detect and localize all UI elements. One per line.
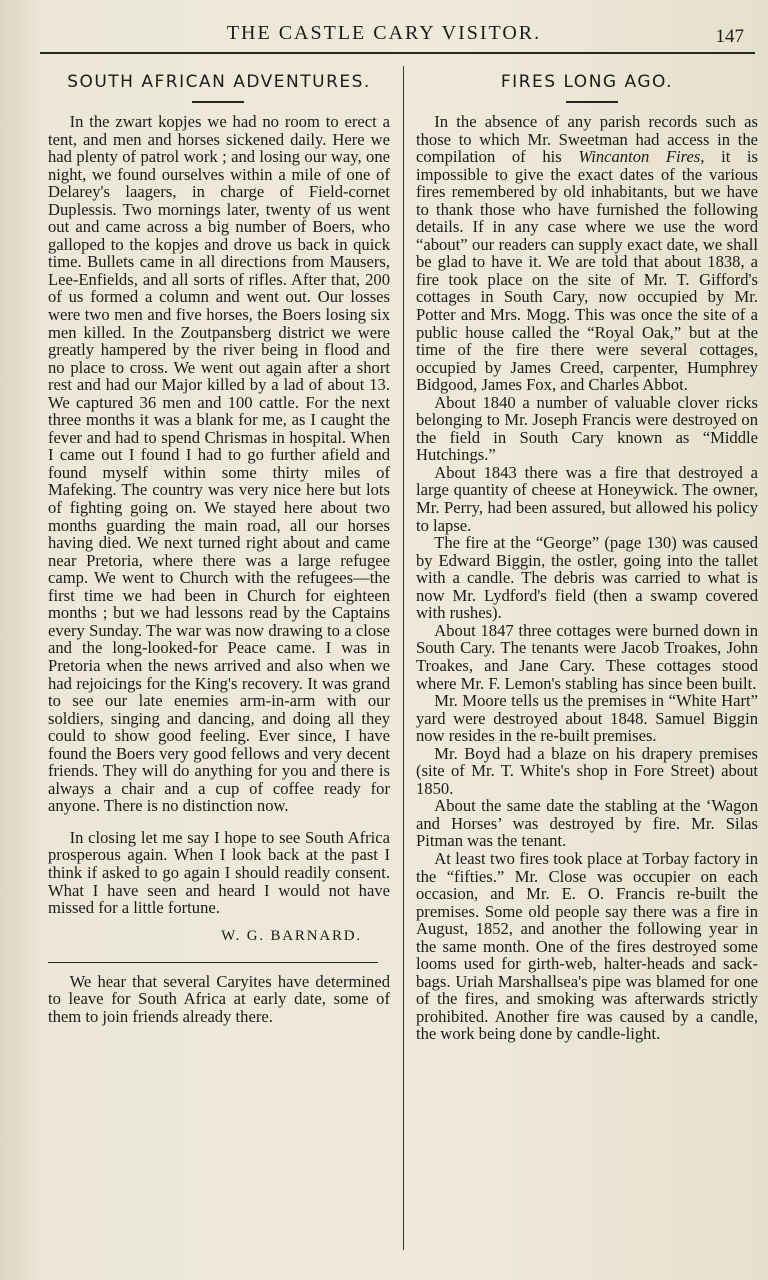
right-column [416,60,758,1043]
article-paragraph: About 1840 a number of valuable clover ricks belonging to Mr. Joseph Francis were destroyed on the field in South Cary known as “Middle Hutchings.” [416,392,758,465]
intro-text-start: In the absence of any parish records such as those to which Mr. Sweetman had access in the compilation of his [416,112,758,167]
article-paragraph: About 1847 three cottages were burned down in South Cary. The tenants were Jacob Troakes, John Troakes, and Jane Cary. These cottages stood where Mr. F. Lemon's stabling has since been built. [416,620,758,693]
title-rule [192,101,244,103]
article-paragraph: The fire at the “George” (page 130) was caused by Edward Biggin, the ostler, going into the tallet with a candle. The debris was carried to what is now Mr. Lydford's field (then a swamp covered with rushes). [416,533,758,623]
header-rule [40,52,755,54]
article-paragraph: In the zwart kopjes we had no room to erect a tent, and men and horses sickened daily. Here we had plenty of patrol work ; and losing our way, one night, we found ourselves within a mile of one of Delarey's laagers, in charge of Field-cornet Duplessis. Two mornings later, twenty of us went out and came across a big number of Boers, who galloped to the kopjes and drove us back in quick time. Bullets came in all directions from Mausers, Lee-Enfields, and all sorts of rifles. After that, 200 of us formed a column and went out. Our losses were two men and five horses, the Boers losing six men killed. In the Zoutpansberg district we were greatly hampered by the river being in flood and no place to cross. We went out again after a short rest and had our Major killed by a lad of about 13. We captured 36 men and 100 cattle. For the next three months it was a blank for me, as I caught the fever and had to spend Chrismas in hospital. When I came out I found I had to go further afield and found myself within some thirty miles of Mafeking. The country was very nice here but lots of fighting going on. We stayed here about two months guarding the main road, all our horses having died. We next turned right about and came near Pretoria, where there was a large refugee camp. We went to Church with the refugees—the first time we had been in Church for eighteen months ; but we had lessons read by the Captains every Sunday. The war was now drawing to a close and the long-looked-for Peace came. I was in Pretoria when the news arrived and also when we had rejoicings for the King's recovery. It was grand to see our late enemies arm-in-arm with our soldiers, singing and dancing, and doing all they could to show good feeling. Ever since, I have found the Boers very good fellows and very decent friends. They will do anything for you and there is always a chair and a cup of coffee ready for anyone. There is no distinction now. [48,112,390,816]
article-paragraph: Mr. Boyd had a blaze on his drapery premises (site of Mr. T. White's shop in Fore Street) about 1850. [416,743,758,798]
running-head [0,20,768,50]
left-column [48,60,390,1025]
publication-title: THE CASTLE CARY VISITOR. [226,22,542,44]
title-rule [566,101,618,103]
article-paragraph: At least two fires took place at Torbay factory in the “fifties.” Mr. Close was occupier on each occasion, and Mr. E. O. Francis re-built the premises. Some old people say there was a fire in August, 1852, and another the following year in the same month. One of the fires destroyed some looms used for girth-web, halter-heads and sack-bags. Uriah Marshallsea's pipe was blamed for one of the fires, and smoking was afterwards strictly prohibited. Another fire was caused by a candle, the work being done by candle-light. [416,848,758,1044]
article-paragraph: Mr. Moore tells us the premises in “White Hart” yard were destroyed about 1848. Samuel Biggin now resides in the re-built premises. [416,691,758,746]
note-rule [48,962,378,963]
article-title-south-african-adventures: SOUTH AFRICAN ADVENTURES. [67,72,371,92]
book-title-italic: Wincanton Fires [578,147,701,167]
intro-text-rest: , it is impossible to give the exact dates of the various fires remembered by old inhabitants, but we have to thank those who have furnished the following details. If in any case where we use the word “about” our readers can supply exact date, we shall be glad to have it. We are told that about 1838, a fire took place on the site of Mr. T. Gifford's cottages in South Cary, now occupied by Mr. Potter and Mrs. Mogg. This was once the site of a public house called the “Royal Oak,” but at the time of the fire there were several cottages, occupied by James Creed, carpenter, Humphrey Bidgood, James Fox, and Charles Abbot. [416,147,758,395]
article-paragraph: In closing let me say I hope to see South Africa prosperous again. When I look back at the past I think if asked to go again I should readily consent. What I have seen and heard I would not have missed for a little fortune. [48,827,390,918]
editorial-note: We hear that several Caryites have determined to leave for South Africa at early date, some of them to join friends already there. [48,971,390,1026]
author-signature: W. G. BARNARD. [221,927,362,944]
article-paragraph: About the same date the stabling at the ‘Wagon and Horses’ was destroyed by fire. Mr. Silas Pitman was the tenant. [416,796,758,851]
article-intro-paragraph [416,113,758,394]
page-number: 147 [715,26,744,47]
column-divider [403,66,404,1250]
article-title-fires-long-ago: FIRES LONG AGO. [500,72,674,92]
article-paragraph: About 1843 there was a fire that destroyed a large quantity of cheese at Honeywick. The owner, Mr. Perry, had been assured, but allowed his policy to lapse. [416,462,758,535]
